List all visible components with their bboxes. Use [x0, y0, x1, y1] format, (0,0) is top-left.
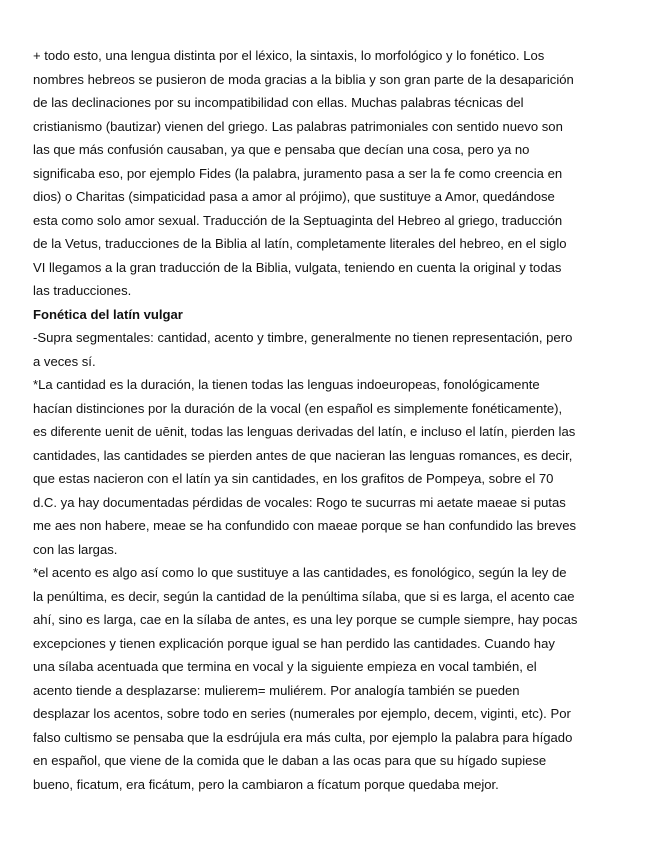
text-line: ahí, sino es larga, cae en la sílaba de antes, es una ley porque se cumple siempre, hay pocas	[33, 612, 578, 627]
text-line: dios) o Charitas (simpaticidad pasa a amor al prójimo), que sustituye a Amor, quedándose	[33, 189, 555, 204]
text-line: me aes non habere, meae se ha confundido con maeae porque se han confundido las breves	[33, 518, 577, 533]
paragraph-cantidad	[33, 373, 625, 561]
section-heading: Fonética del latín vulgar	[33, 306, 183, 322]
text-line: excepciones y tienen explicación porque igual se han perdido las cantidades. Cuando hay	[33, 635, 555, 651]
text-line: *el acento es algo así como lo que sustituye a las cantidades, es fonológico, según la ley de	[33, 565, 567, 580]
text-line: *La cantidad es la duración, la tienen todas las lenguas indoeuropeas, fonológicamente	[33, 377, 540, 392]
text-line: significaba eso, por ejemplo Fides (la palabra, juramento pasa a ser la fe como creencia en	[33, 165, 563, 181]
text-line: de la Vetus, traducciones de la Biblia al latín, completamente literales del hebreo, en el siglo	[33, 236, 567, 251]
text-line: d.C. ya hay documentadas pérdidas de vocales: Rogo te sucurras mi aetate maeae si putas	[33, 494, 566, 510]
text-line: + todo esto, una lengua distinta por el léxico, la sintaxis, lo morfológico y lo fonético. Los	[33, 48, 545, 63]
text-line: bueno, ficatum, era ficátum, pero la cambiaron a fícatum porque quedaba mejor.	[33, 776, 499, 792]
text-line: VI llegamos a la gran traducción de la Biblia, vulgata, teniendo en cuenta la original y todas	[33, 259, 562, 275]
text-line: nombres hebreos se pusieron de moda gracias a la biblia y son gran parte de la desaparición	[33, 71, 574, 87]
text-line: esta como solo amor sexual. Traducción de la Septuaginta del Hebreo al griego, traducción	[33, 212, 563, 228]
text-line: de las declinaciones por su incompatibilidad con ellas. Muchas palabras técnicas del	[33, 95, 524, 110]
text-line: una sílaba acentuada que termina en vocal y la siguiente empieza en vocal también, el	[33, 659, 537, 674]
text-line: las que más confusión causaban, ya que e pensaba que decían una cosa, pero ya no	[33, 142, 530, 157]
paragraph-septuaginta	[33, 44, 625, 303]
text-line: falso cultismo se pensaba que la esdrújula era más culta, por ejemplo la palabra para hígado	[33, 729, 573, 745]
text-line: a veces sí.	[33, 353, 96, 369]
text-line: en español, que viene de la comida que le daban a las ocas para que su hígado supiese	[33, 753, 547, 768]
text-line: hacían distinciones por la duración de la vocal (en español es simplemente fonéticamente),	[33, 400, 563, 416]
text-line: desplazar los acentos, sobre todo en series (numerales por ejemplo, decem, viginti, etc). Por	[33, 706, 571, 721]
text-line: -Supra segmentales: cantidad, acento y timbre, generalmente no tienen representación, pero	[33, 330, 573, 345]
text-line: con las largas.	[33, 541, 118, 557]
paragraph-acento	[33, 561, 625, 796]
document-page	[33, 44, 625, 796]
text-line: cristianismo (bautizar) vienen del griego. Las palabras patrimoniales con sentido nuevo son	[33, 118, 563, 134]
text-line: las traducciones.	[33, 283, 132, 298]
paragraph-suprasegmentales	[33, 326, 625, 373]
text-line: acento tiende a desplazarse: mulierem= muliérem. Por analogía también se pueden	[33, 682, 520, 698]
text-line: cantidades, las cantidades se pierden antes de que nacieran las lenguas romances, es decir,	[33, 447, 573, 463]
text-line: que estas nacieron con el latín ya sin cantidades, en los grafitos de Pompeya, sobre el 70	[33, 471, 554, 486]
text-line: la penúltima, es decir, según la cantidad de la penúltima sílaba, que si es larga, el acento cae	[33, 588, 575, 604]
text-line: es diferente uenit de uēnit, todas las lenguas derivadas del latín, e incluso el latín, pierden las	[33, 424, 576, 439]
